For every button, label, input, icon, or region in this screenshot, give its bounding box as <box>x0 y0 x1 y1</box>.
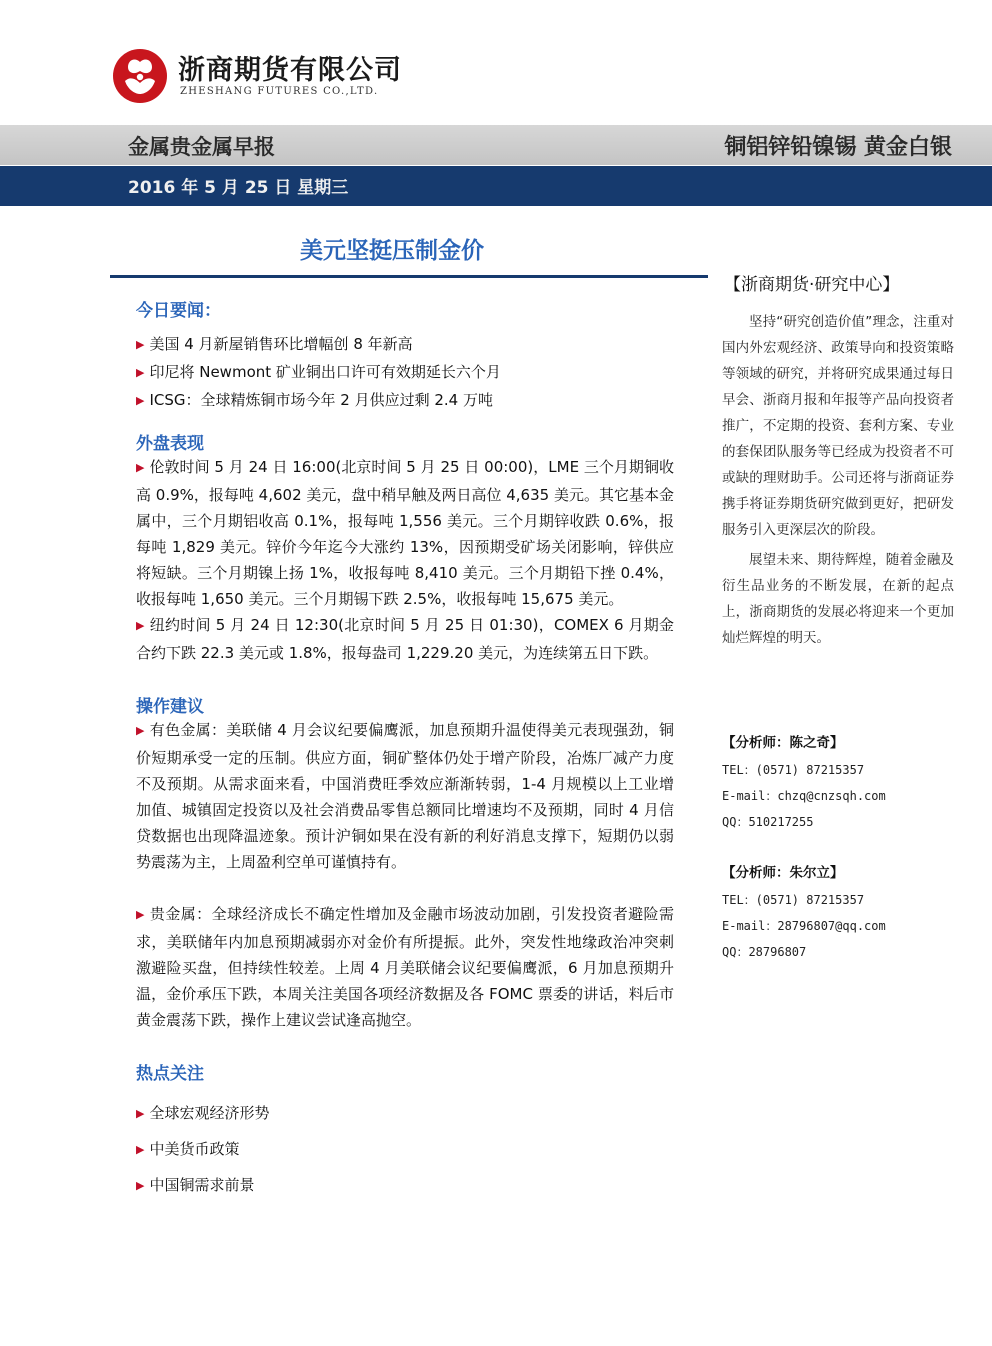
triangle-right-icon: ▶ <box>136 908 145 921</box>
hot-topics-heading: 热点关注 <box>136 1064 204 1084</box>
triangle-right-icon: ▶ <box>136 1107 145 1120</box>
market-paragraph: ▶ 伦敦时间 5 月 24 日 16:00(北京时间 5 月 25 日 00:00)，LME 三个月期铜收高 0.9%，报每吨 4,602 美元，盘中稍早触及两日高位 4,635 美元。其它基本金属中，三个月期铝收高 0.1%，报每吨 1,556 美元。三个月期锌收跌 0.6%，报每吨 1,829 美元。锌价今年迄今大涨约 13%，因预期受矿场关闭影响，锌供应将短缺。三个月期镍上扬 1%，收报每吨 8,410 美元。三个月期铅下挫 0.4%，收报每吨 1,650 美元。三个月期锡下跌 2.5%，收报每吨 15,675 美元。 <box>136 454 674 612</box>
triangle-right-icon: ▶ <box>136 461 145 474</box>
company-name-en: ZHESHANG FUTURES CO.,LTD. <box>180 86 379 97</box>
zheshang-logo-icon <box>112 48 168 104</box>
triangle-right-icon: ▶ <box>136 1179 145 1192</box>
sidebar-paragraph: 坚持“研究创造价值”理念，注重对国内外宏观经济、政策导向和投资策略等领域的研究，并将研究成果通过每日早会、浙商月报和年报等产品向投资者推广，不定期的投资、套利方案、专业的套保团队服务等已经成为投资者不可或缺的理财助手。公司还将与浙商证券携手将证券期货研究做到更好，把研发服务引入更深层次的阶段。 <box>722 314 954 538</box>
list-item: ▶ 美国 4 月新屋销售环比增幅创 8 年新高 <box>136 331 674 359</box>
company-logo <box>112 40 412 110</box>
list-item: ▶ ICSG：全球精炼铜市场今年 2 月供应过剩 2.4 万吨 <box>136 387 674 415</box>
list-item: ▶ 印尼将 Newmont 矿业铜出口许可有效期延长六个月 <box>136 359 674 387</box>
sidebar-heading: 【浙商期货·研究中心】 <box>724 275 900 295</box>
date-band <box>0 166 992 206</box>
list-item: ▶ 中美货币政策 <box>136 1132 674 1168</box>
triangle-right-icon: ▶ <box>136 1143 145 1156</box>
title-divider <box>110 275 708 278</box>
analyst-email[interactable]: E-mail：28796807@qq.com <box>722 919 886 933</box>
hot-topics-list <box>136 1096 674 1204</box>
analyst-tel: TEL：(0571) 87215357 <box>722 763 865 777</box>
report-name: 金属贵金属早报 <box>128 135 275 159</box>
analyst-tel: TEL：(0571) 87215357 <box>722 893 865 907</box>
triangle-right-icon: ▶ <box>136 338 145 351</box>
company-name-cn: 浙商期货有限公司 <box>178 55 402 86</box>
list-item: ▶ 中国铜需求前景 <box>136 1168 674 1204</box>
market-heading: 外盘表现 <box>136 434 204 454</box>
analyst-card <box>722 731 954 835</box>
report-header-band <box>0 125 992 165</box>
news-heading: 今日要闻： <box>136 301 221 321</box>
triangle-right-icon: ▶ <box>136 366 145 379</box>
news-list <box>136 331 674 415</box>
report-title: 美元坚挺压制金价 <box>300 238 484 264</box>
analyst-qq: QQ：28796807 <box>722 945 807 959</box>
list-item: ▶ 全球宏观经济形势 <box>136 1096 674 1132</box>
triangle-right-icon: ▶ <box>136 724 145 737</box>
sidebar <box>722 270 954 965</box>
report-date: 2016 年 5 月 25 日 星期三 <box>128 178 349 198</box>
advice-heading: 操作建议 <box>136 697 204 717</box>
metals-covered: 铜铝锌铅镍锡 黄金白银 <box>724 135 952 160</box>
market-paragraph: ▶ 纽约时间 5 月 24 日 12:30(北京时间 5 月 25 日 01:30)，COMEX 6 月期金合约下跌 22.3 美元或 1.8%，报每盎司 1,229.20 美元，为连续第五日下跌。 <box>136 612 674 666</box>
analyst-name: 【分析师：陈之奇】 <box>722 735 844 751</box>
main-content <box>136 296 674 1204</box>
sidebar-paragraph: 展望未来、期待辉煌，随着金融及衍生品业务的不断发展，在新的起点上，浙商期货的发展必将迎来一个更加灿烂辉煌的明天。 <box>722 552 954 646</box>
analyst-qq: QQ：510217255 <box>722 815 814 829</box>
analyst-email[interactable]: E-mail：chzq@cnzsqh.com <box>722 789 886 803</box>
triangle-right-icon: ▶ <box>136 619 145 632</box>
advice-paragraph: ▶ 贵金属：全球经济成长不确定性增加及金融市场波动加剧，引发投资者避险需求，美联储年内加息预期减弱亦对金价有所提振。此外，突发性地缘政治冲突刺激避险买盘，但持续性较差。上周 4 月美联储会议纪要偏鹰派，6 月加息预期升温，金价承压下跌，本周关注美国各项经济数据及各 FOMC 票委的讲话，料后市黄金震荡下跌，操作上建议尝试逢高抛空。 <box>136 901 674 1033</box>
advice-paragraph: ▶ 有色金属：美联储 4 月会议纪要偏鹰派，加息预期升温使得美元表现强劲，铜价短期承受一定的压制。供应方面，铜矿整体仍处于增产阶段，冶炼厂减产力度不及预期。从需求面来看，中国消费旺季效应渐渐转弱，1-4 月规模以上工业增加值、城镇固定投资以及社会消费品零售总额同比增速均不及预期，同时 4 月信贷数据也出现降温迹象。预计沪铜如果在没有新的利好消息支撑下，短期仍以弱势震荡为主，上周盈利空单可谨慎持有。 <box>136 717 674 875</box>
analyst-card <box>722 861 954 965</box>
triangle-right-icon: ▶ <box>136 394 145 407</box>
analyst-name: 【分析师：朱尔立】 <box>722 865 844 881</box>
